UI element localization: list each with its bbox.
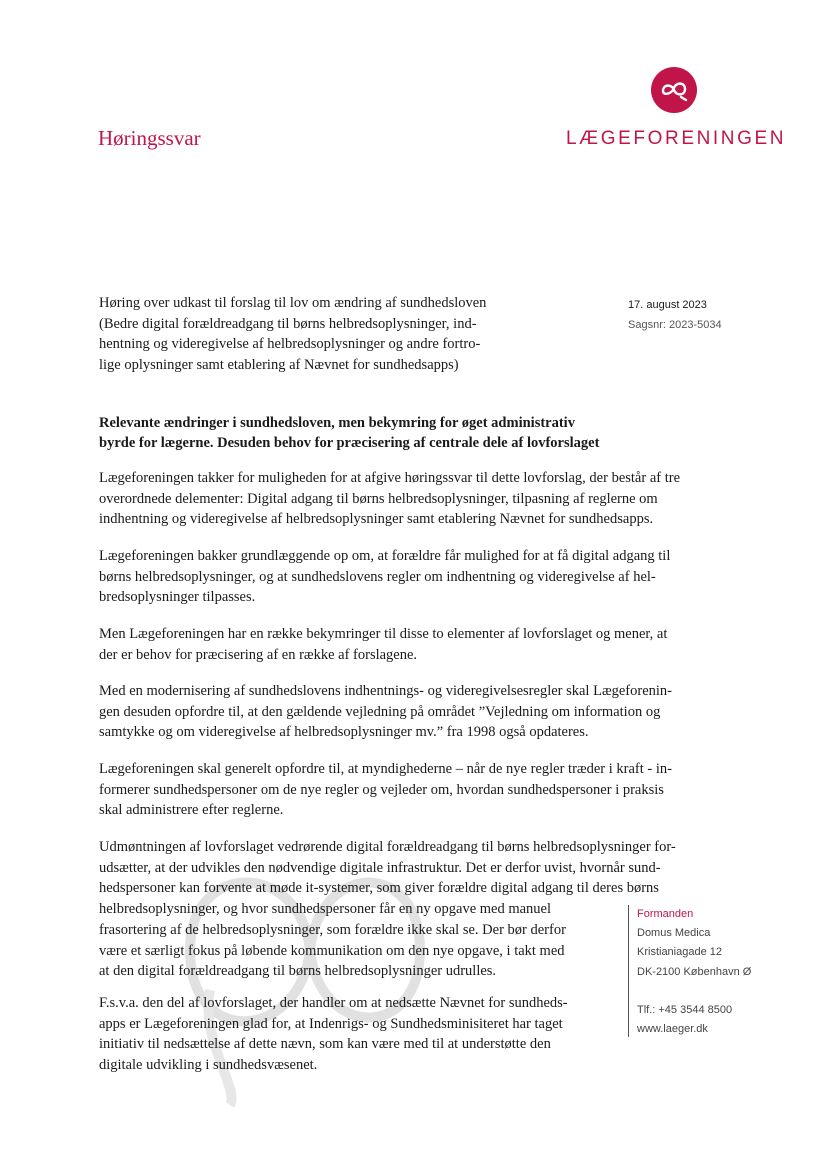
sender-website-link[interactable]: www.laeger.dk <box>637 1023 708 1036</box>
paragraph-line: initiativ til nedsættelse af dette nævn, som kan være med til at understøtte den <box>99 1036 551 1053</box>
paragraph-line: Lægeforeningen takker for muligheden for at afgive høringssvar til dette lovforslag, der består af tre <box>99 470 680 486</box>
paragraph-line: gen desuden opfordre til, at den gældende vejledning på området ”Vejledning om information og <box>99 703 661 720</box>
paragraph-line: være et særligt fokus på løbende kommunikation om den nye opgave, i takt med <box>99 942 565 959</box>
sender-org: Domus Medica <box>637 927 711 940</box>
paragraph-line: formerer sundhedspersoner om de nye regler og vejleder om, hvordan sundhedspersoner i praksis <box>99 781 664 798</box>
infinity-snake-logo-icon <box>651 67 697 113</box>
paragraph-line: samtykke og om videregivelse af helbredsoplysninger mv.” fra 1998 også opdateres. <box>99 724 589 741</box>
subject-line: Høring over udkast til forslag til lov om ændring af sundhedsloven <box>99 295 487 311</box>
paragraph-line: der er behov for præcisering af en række af forslagene. <box>99 646 418 663</box>
paragraph-line: F.s.v.a. den del af lovforslaget, der handler om at nedsætte Nævnet for sundheds- <box>99 995 568 1011</box>
sender-street: Kristianiagade 12 <box>637 946 723 959</box>
paragraph-line: apps er Lægeforeningen glad for, at Indenrigs- og Sundhedsminisiteret har taget <box>99 1015 563 1032</box>
paragraph-line: overordnede delementer: Digital adgang til børns helbredsoplysninger, tilpasning af reglerne om <box>99 490 658 507</box>
paragraph-5 <box>99 759 739 821</box>
headline-line: byrde for lægerne. Desuden behov for præcisering af centrale dele af lovforslaget <box>99 435 600 451</box>
paragraph-line: skal administrere efter reglerne. <box>99 802 284 819</box>
document-date: 17. august 2023 <box>628 299 707 311</box>
paragraph-line: hedspersoner kan forvente at møde it-systemer, som giver forældre digital adgang til deres børns <box>99 880 659 897</box>
sender-city: DK-2100 København Ø <box>637 965 752 978</box>
headline <box>99 413 659 453</box>
paragraph-line: indhentning og videregivelse af helbredsoplysninger samt etablering Nævnet for sundhedsapps. <box>99 511 654 528</box>
paragraph-4 <box>99 681 739 743</box>
paragraph-line: Lægeforeningen bakker grundlæggende op om, at forældre får mulighed for at få digital adgang til <box>99 548 671 564</box>
document-meta <box>628 295 722 335</box>
paragraph-line: at den digital forældreadgang til børns helbredsoplysninger udrulles. <box>99 963 497 980</box>
paragraph-line: digitale udvikling i sundhedsvæsenet. <box>99 1057 318 1074</box>
paragraph-line: børns helbredsoplysninger, og at sundhedslovens regler om indhentning og videregivelse af hel- <box>99 568 656 585</box>
headline-line: Relevante ændringer i sundhedsloven, men bekymring for øget administrativ <box>99 415 575 431</box>
paragraph-2 <box>99 546 739 608</box>
paragraph-1 <box>99 468 739 530</box>
document-type-title: Høringssvar <box>98 126 201 150</box>
subject-line: hentning og videregivelse af helbredsoplysninger og andre fortro- <box>99 336 481 352</box>
sender-role: Formanden <box>637 908 694 920</box>
sender-phone: Tlf.: +45 3544 8500 <box>637 1003 733 1016</box>
paragraph-line: helbredsoplysninger, og hvor sundhedspersoner får en ny opgave med manuel <box>99 901 552 918</box>
paragraph-line: Udmøntningen af lovforslaget vedrørende digital forældreadgang til børns helbredsoplysninger for- <box>99 839 676 855</box>
paragraph-line: Med en modernisering af sundhedslovens indhentnings- og videregivelsesregler skal Lægeforenin- <box>99 683 673 699</box>
subject-block <box>99 293 539 375</box>
organization-logo-text: LÆGEFORENINGEN <box>566 128 787 149</box>
paragraph-line: frasortering af de helbredsoplysninger, som forældre ikke skal se. Der bør derfor <box>99 921 566 938</box>
paragraph-line: Lægeforeningen skal generelt opfordre til, at myndighederne – når de nye regler træder i kraft - in- <box>99 761 672 777</box>
paragraph-3 <box>99 624 739 665</box>
contact-sidebar <box>628 905 767 1037</box>
subject-line: lige oplysninger samt etablering af Nævnet for sundhedsapps) <box>99 356 459 373</box>
case-number: Sagsnr: 2023-5034 <box>628 319 722 331</box>
subject-line: (Bedre digital forældreadgang til børns helbredsoplysninger, ind- <box>99 315 477 332</box>
paragraph-line: udsætter, at der udvikles den nødvendige digitale infrastruktur. Det er derfor uvist, hvornår sund- <box>99 859 661 876</box>
paragraph-line: bredsoplysninger tilpasses. <box>99 589 256 606</box>
paragraph-line: Men Lægeforeningen har en række bekymringer til disse to elementer af lovforslaget og mener, at <box>99 626 668 642</box>
